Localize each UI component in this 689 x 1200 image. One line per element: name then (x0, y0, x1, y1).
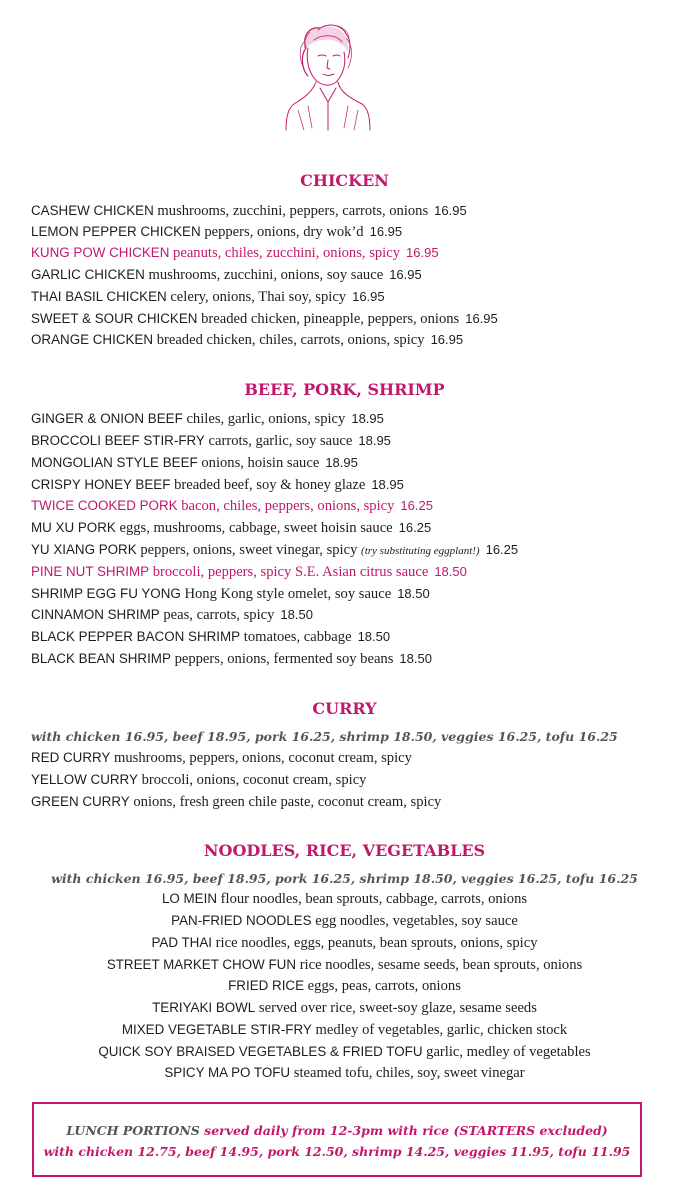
curry-price-list: with chicken 16.95, beef 18.95, pork 16.25, shrimp 18.50, veggies 16.25, tofu 16.25 (31, 729, 618, 744)
menu-item: RED CURRY mushrooms, peppers, onions, coconut cream, spicy (31, 750, 412, 766)
lunch-line-2: with chicken 12.75, beef 14.95, pork 12.50, shrimp 14.25, veggies 11.95, tofu 11.95 (43, 1144, 631, 1159)
menu-item: ORANGE CHICKEN breaded chicken, chiles, carrots, onions, spicy 16.95 (31, 332, 464, 348)
menu-item: FRIED RICE eggs, peas, carrots, onions (228, 978, 461, 994)
menu-item-highlighted: PINE NUT SHRIMP broccoli, peppers, spicy S.E. Asian citrus sauce 18.50 (31, 564, 467, 580)
menu-item: CINNAMON SHRIMP peas, carrots, spicy 18.50 (31, 607, 313, 623)
menu-item: MU XU PORK eggs, mushrooms, cabbage, sweet hoisin sauce 16.25 (31, 520, 432, 536)
menu-item-highlighted: TWICE COOKED PORK bacon, chiles, peppers, onions, spicy 16.25 (31, 498, 433, 514)
section-title-beef-pork-shrimp: BEEF, PORK, SHRIMP (244, 380, 445, 399)
woman-portrait-illustration (278, 18, 378, 136)
menu-item: QUICK SOY BRAISED VEGETABLES & FRIED TOFU garlic, medley of vegetables (98, 1044, 591, 1060)
menu-item: PAN-FRIED NOODLES egg noodles, vegetables, soy sauce (171, 913, 518, 929)
menu-item: GARLIC CHICKEN mushrooms, zucchini, onions, soy sauce 16.95 (31, 267, 422, 283)
lunch-line-1: LUNCH PORTIONS served daily from 12-3pm with rice (STARTERS excluded) (66, 1123, 608, 1138)
menu-item: BROCCOLI BEEF STIR-FRY carrots, garlic, soy sauce 18.95 (31, 433, 391, 449)
menu-item: GREEN CURRY onions, fresh green chile paste, coconut cream, spicy (31, 794, 442, 810)
section-title-chicken: CHICKEN (300, 171, 389, 190)
menu-item: GINGER & ONION BEEF chiles, garlic, onions, spicy 18.95 (31, 411, 384, 427)
noodles-price-list: with chicken 16.95, beef 18.95, pork 16.25, shrimp 18.50, veggies 16.25, tofu 16.25 (51, 871, 638, 886)
menu-item: BLACK BEAN SHRIMP peppers, onions, fermented soy beans 18.50 (31, 651, 432, 667)
menu-item-note: (try substituting eggplant!) (361, 545, 480, 557)
menu-item: THAI BASIL CHICKEN celery, onions, Thai soy, spicy 16.95 (31, 289, 385, 305)
menu-item: PAD THAI rice noodles, eggs, peanuts, bean sprouts, onions, spicy (151, 935, 538, 951)
menu-item: STREET MARKET CHOW FUN rice noodles, sesame seeds, bean sprouts, onions (106, 957, 583, 973)
lunch-portions-box (32, 1102, 642, 1177)
menu-item: MIXED VEGETABLE STIR-FRY medley of vegetables, garlic, chicken stock (121, 1022, 568, 1038)
menu-item: CASHEW CHICKEN mushrooms, zucchini, peppers, carrots, onions 16.95 (31, 203, 467, 219)
menu-item: LEMON PEPPER CHICKEN peppers, onions, dry wok’d 16.95 (31, 224, 403, 240)
menu-item: TERIYAKI BOWL served over rice, sweet-soy glaze, sesame seeds (152, 1000, 537, 1016)
menu-item-highlighted: KUNG POW CHICKEN peanuts, chiles, zucchini, onions, spicy 16.95 (31, 245, 439, 261)
menu-item: SPICY MA PO TOFU steamed tofu, chiles, soy, sweet vinegar (164, 1065, 525, 1081)
menu-item: MONGOLIAN STYLE BEEF onions, hoisin sauce 18.95 (31, 455, 358, 471)
lunch-portions-label: LUNCH PORTIONS (66, 1123, 200, 1138)
section-title-noodles-rice-vegetables: NOODLES, RICE, VEGETABLES (203, 841, 486, 860)
menu-item: BLACK PEPPER BACON SHRIMP tomatoes, cabbage 18.50 (31, 629, 391, 645)
menu-item: SHRIMP EGG FU YONG Hong Kong style omelet, soy sauce 18.50 (31, 586, 430, 602)
menu-item: YU XIANG PORK peppers, onions, sweet vinegar, spicy (try substituting eggplant!) 16.25 (31, 542, 519, 558)
menu-item: SWEET & SOUR CHICKEN breaded chicken, pineapple, peppers, onions 16.95 (31, 311, 498, 327)
menu-item: YELLOW CURRY broccoli, onions, coconut cream, spicy (31, 772, 367, 788)
menu-item: LO MEIN flour noodles, bean sprouts, cabbage, carrots, onions (161, 891, 528, 907)
menu-item: CRISPY HONEY BEEF breaded beef, soy & honey glaze 18.95 (31, 477, 404, 493)
section-title-curry: CURRY (312, 699, 377, 718)
